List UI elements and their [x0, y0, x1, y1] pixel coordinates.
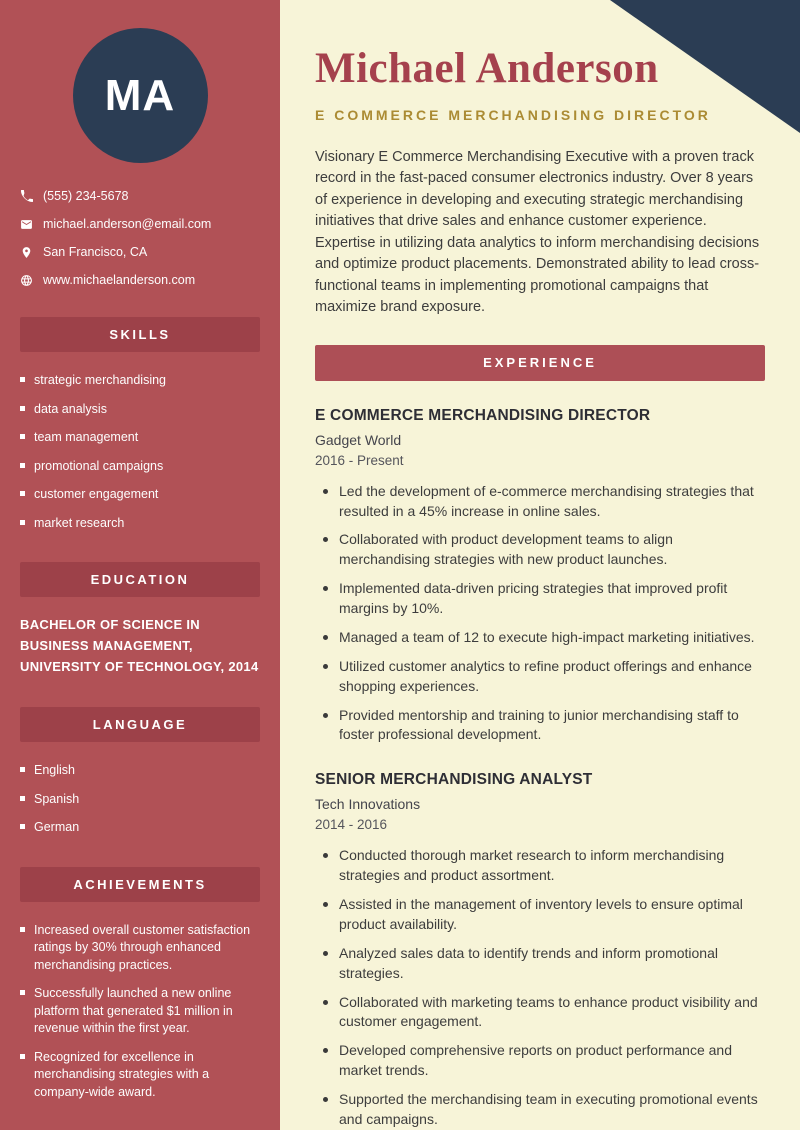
job-bullet-text: Led the development of e-commerce merchandising strategies that resulted in a 45% increase in online sales.	[339, 482, 754, 519]
envelope-icon	[20, 218, 33, 231]
education-section-header	[20, 562, 260, 597]
square-bullet-icon	[20, 927, 25, 932]
achievements-list	[0, 922, 280, 1102]
email-value: michael.anderson@email.com	[43, 217, 212, 231]
achievements-section-header	[20, 867, 260, 902]
dot-bullet-icon	[323, 853, 328, 858]
skill-item	[20, 372, 260, 390]
square-bullet-icon	[20, 990, 25, 995]
job-bullet-text: Assisted in the management of inventory levels to ensure optimal product availability.	[339, 896, 743, 932]
achievements-title: ACHIEVEMENTS	[73, 876, 207, 892]
achievement-text: Successfully launched a new online platform that generated $1 million in revenue within the first year.	[34, 986, 233, 1036]
job-entry	[315, 407, 765, 746]
job-bullet-list	[315, 846, 765, 1130]
language-item	[20, 791, 260, 809]
skill-item	[20, 486, 260, 504]
job-entry	[315, 771, 765, 1130]
square-bullet-icon	[20, 520, 25, 525]
skill-item	[20, 458, 260, 476]
skill-label: promotional campaigns	[34, 458, 164, 473]
square-bullet-icon	[20, 1054, 25, 1059]
phone-value: (555) 234-5678	[43, 189, 129, 203]
square-bullet-icon	[20, 491, 25, 496]
job-bullet	[323, 482, 765, 522]
skill-label: market research	[34, 515, 125, 530]
dot-bullet-icon	[323, 586, 328, 591]
skill-label: customer engagement	[34, 487, 159, 501]
language-label: German	[34, 820, 80, 835]
job-bullet	[323, 657, 765, 697]
job-bullet-text: Managed a team of 12 to execute high-impact marketing initiatives.	[339, 628, 755, 645]
dot-bullet-icon	[323, 1000, 328, 1005]
language-label: Spanish	[34, 791, 80, 806]
achievement-item	[20, 922, 260, 975]
job-dates: 2014 - 2016	[315, 817, 388, 833]
dot-bullet-icon	[323, 1048, 328, 1053]
skill-label: team management	[34, 430, 139, 444]
language-title: LANGUAGE	[92, 717, 188, 733]
job-title-heading: SENIOR MERCHANDISING ANALYST	[315, 771, 593, 789]
person-job-title: E COMMERCE MERCHANDISING DIRECTOR	[315, 107, 711, 123]
square-bullet-icon	[20, 463, 25, 468]
language-item	[20, 819, 260, 837]
job-bullet-text: Implemented data-driven pricing strategies that improved profit margins by 10%.	[339, 580, 728, 616]
job-bullet	[323, 579, 765, 619]
job-bullet-text: Utilized customer analytics to refine product offerings and enhance shopping experiences.	[339, 657, 752, 694]
job-bullet-text: Collaborated with marketing teams to enhance product visibility and customer engagement.	[339, 993, 758, 1030]
job-bullet	[323, 1041, 765, 1081]
summary-paragraph: Visionary E Commerce Merchandising Executive with a proven track record in the fast-paced consumer electronics industry. Over 8 years of experience in developing and executing strategic merchandising initiatives that drive sales and enhance customer experience. Expertise in utilizing data analytics to inform merchandising decisions and optimize product placements. Demonstrated ability to lead cross-functional teams in implementing promotional campaigns that maximize brand exposure.	[315, 149, 760, 316]
experience-title: EXPERIENCE	[483, 355, 597, 371]
company-name: Gadget World	[315, 431, 402, 448]
job-dates: 2016 - Present	[315, 452, 404, 468]
dot-bullet-icon	[323, 635, 328, 640]
location-pin-icon	[20, 246, 33, 259]
job-bullet-text: Developed comprehensive reports on product performance and market trends.	[339, 1042, 733, 1079]
dot-bullet-icon	[323, 1097, 328, 1102]
contact-website	[20, 273, 260, 287]
skill-item	[20, 401, 260, 419]
main-content	[280, 0, 800, 1130]
education-degree: BACHELOR OF SCIENCE IN BUSINESS MANAGEMENT, UNIVERSITY OF TECHNOLOGY, 2014	[20, 617, 259, 674]
skills-title: SKILLS	[109, 327, 171, 342]
square-bullet-icon	[20, 796, 25, 801]
job-bullet	[323, 944, 765, 984]
dot-bullet-icon	[323, 951, 328, 956]
language-list	[0, 762, 280, 837]
job-bullet-text: Collaborated with product development teams to align merchandising strategies with new product launches.	[339, 531, 673, 568]
contact-location	[20, 245, 260, 259]
language-item	[20, 762, 260, 780]
skill-label: strategic merchandising	[34, 373, 167, 387]
job-bullet	[323, 1090, 765, 1130]
skills-section-header	[20, 317, 260, 352]
dot-bullet-icon	[323, 902, 328, 907]
skill-item	[20, 515, 260, 533]
contact-phone	[20, 189, 260, 203]
company-name: Tech Innovations	[315, 796, 421, 813]
sidebar	[0, 0, 280, 1130]
skill-item	[20, 429, 260, 447]
job-bullet	[323, 846, 765, 886]
job-title-heading: E COMMERCE MERCHANDISING DIRECTOR	[315, 406, 651, 424]
skills-list	[0, 372, 280, 532]
person-name: Michael Anderson	[315, 45, 659, 92]
job-bullet	[323, 895, 765, 935]
job-bullet-list	[315, 482, 765, 746]
achievement-text: Increased overall customer satisfaction ratings by 30% through enhanced merchandising practices.	[34, 922, 251, 972]
square-bullet-icon	[20, 824, 25, 829]
contact-list	[0, 189, 280, 287]
dot-bullet-icon	[323, 537, 328, 542]
achievement-item	[20, 1049, 260, 1102]
square-bullet-icon	[20, 767, 25, 772]
square-bullet-icon	[20, 377, 25, 382]
education-title: EDUCATION	[90, 572, 190, 587]
website-value: www.michaelanderson.com	[43, 273, 196, 287]
language-section-header	[20, 707, 260, 742]
job-bullet	[323, 530, 765, 570]
dot-bullet-icon	[323, 664, 328, 669]
globe-icon	[20, 274, 33, 287]
job-bullet-text: Supported the merchandising team in executing promotional events and campaigns.	[339, 1091, 758, 1127]
phone-icon	[20, 190, 33, 203]
job-bullet	[323, 706, 765, 746]
job-bullet-text: Provided mentorship and training to junior merchandising staff to foster professional development.	[339, 706, 739, 743]
dot-bullet-icon	[323, 489, 328, 494]
job-bullet	[323, 993, 765, 1033]
job-bullet	[323, 628, 765, 648]
language-label: English	[34, 763, 75, 778]
experience-section-header	[315, 345, 765, 381]
achievement-item	[20, 985, 260, 1038]
square-bullet-icon	[20, 406, 25, 411]
job-bullet-text: Analyzed sales data to identify trends and inform promotional strategies.	[339, 944, 718, 981]
dot-bullet-icon	[323, 713, 328, 718]
location-value: San Francisco, CA	[43, 245, 148, 259]
job-bullet-text: Conducted thorough market research to inform merchandising strategies and product assortment.	[339, 847, 725, 884]
contact-email	[20, 217, 260, 231]
skill-label: data analysis	[34, 401, 107, 416]
square-bullet-icon	[20, 434, 25, 439]
avatar-initials: MA	[104, 70, 176, 120]
avatar	[73, 28, 208, 163]
achievement-text: Recognized for excellence in merchandising strategies with a company-wide award.	[34, 1049, 210, 1099]
